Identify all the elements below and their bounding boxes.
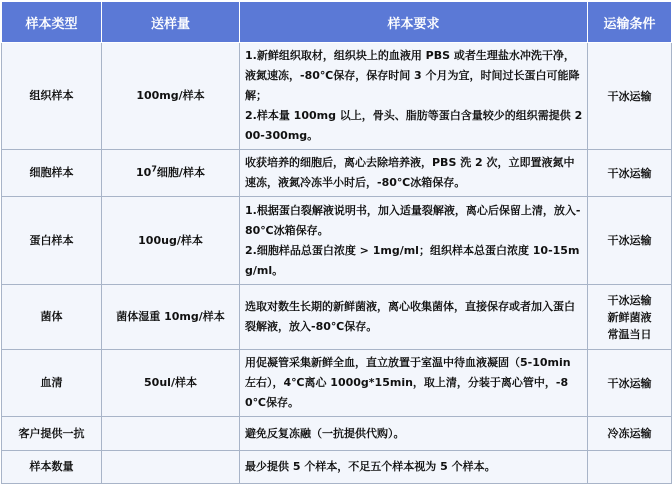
transport-line: 常温当日 [607, 327, 652, 341]
table-row [2, 417, 672, 451]
transport-line: 干冰运输 [607, 376, 652, 390]
table-row [2, 350, 672, 417]
table-row [2, 43, 672, 150]
sample-type-cell: 样本数量 [2, 451, 102, 484]
sample-type-cell: 血清 [2, 350, 102, 417]
transport-line: 干冰运输 [607, 293, 652, 307]
requirement-cell [240, 417, 588, 451]
transport-cell [588, 197, 672, 285]
transport-cell [588, 417, 672, 451]
sample-type-cell: 客户提供一抗 [2, 417, 102, 451]
requirement-cell [240, 43, 588, 150]
header-row [2, 2, 672, 43]
header-amount: 送样量 [102, 2, 240, 43]
sample-type-cell: 蛋白样本 [2, 197, 102, 285]
amount-cell [102, 417, 240, 451]
requirement-cell [240, 197, 588, 285]
transport-cell [588, 285, 672, 350]
transport-line: 干冰运输 [607, 234, 652, 247]
requirement-cell [240, 451, 588, 484]
transport-cell [588, 43, 672, 150]
requirement-cell [240, 150, 588, 197]
sample-type-cell: 组织样本 [2, 43, 102, 150]
amount-unit: 细胞/样本 [156, 166, 205, 179]
header-transport: 运输条件 [588, 2, 672, 43]
requirement-line: 1.新鲜组织取材，组织块上的血液用 PBS 或者生理盐水冲洗干净，液氮速冻，-80℃保存，保存时间 3 个月为宜，时间过长蛋白可能降解； [245, 49, 580, 102]
requirement-line: 最少提供 5 个样本，不足五个样本视为 5 个样本。 [245, 460, 496, 473]
table-row [2, 150, 672, 197]
amount-cell: 100ug/样本 [102, 197, 240, 285]
requirement-cell [240, 285, 588, 350]
amount-cell: 50ul/样本 [102, 350, 240, 417]
amount-cell: 100mg/样本 [102, 43, 240, 150]
amount-cell [102, 451, 240, 484]
transport-line: 新鲜菌液 [607, 310, 652, 324]
requirement-line: 避免反复冻融（一抗提供代购）。 [245, 426, 405, 440]
table-row [2, 451, 672, 484]
sample-type-cell: 菌体 [2, 285, 102, 350]
sample-requirements-table [1, 1, 672, 484]
amount-cell [102, 150, 240, 197]
requirement-line: 2.样本量 100mg 以上，骨头、脂肪等蛋白含量较少的组织需提供 200-300mg。 [245, 109, 583, 142]
requirement-line: 2.细胞样品总蛋白浓度 > 1mg/ml；组织样本总蛋白浓度 10-15mg/ml。 [245, 243, 580, 277]
transport-cell [588, 150, 672, 197]
amount-cell: 菌体湿重 10mg/样本 [102, 285, 240, 350]
requirement-line: 收获培养的细胞后，离心去除培养液，PBS 洗 2 次，立即置液氮中速冻，液氮冷冻半小时后，-80℃冰箱保存。 [245, 156, 575, 189]
transport-line: 冷冻运输 [607, 427, 652, 440]
header-sample-type: 样本类型 [2, 2, 102, 43]
requirement-line: 用促凝管采集新鲜全血，直立放置于室温中待血液凝固（5-10min 左右），4℃离心 1000g*15min，取上清，分装于离心管中，-80℃保存。 [245, 356, 571, 409]
table-row [2, 197, 672, 285]
table-row [2, 285, 672, 350]
requirement-line: 选取对数生长期的新鲜菌液，离心收集菌体，直接保存或者加入蛋白裂解液，放入-80℃保存。 [245, 300, 575, 333]
amount-exponent: 7 [151, 164, 157, 174]
header-requirement: 样本要求 [240, 2, 588, 43]
requirement-line: 1.根据蛋白裂解液说明书，加入适量裂解液，离心后保留上清，放入-80℃冰箱保存。 [245, 203, 581, 237]
amount-base: 10 [136, 166, 152, 179]
transport-line: 干冰运输 [607, 89, 652, 103]
sample-type-cell: 细胞样本 [2, 150, 102, 197]
requirement-cell [240, 350, 588, 417]
transport-cell [588, 451, 672, 484]
transport-line: 干冰运输 [607, 166, 652, 180]
transport-cell [588, 350, 672, 417]
